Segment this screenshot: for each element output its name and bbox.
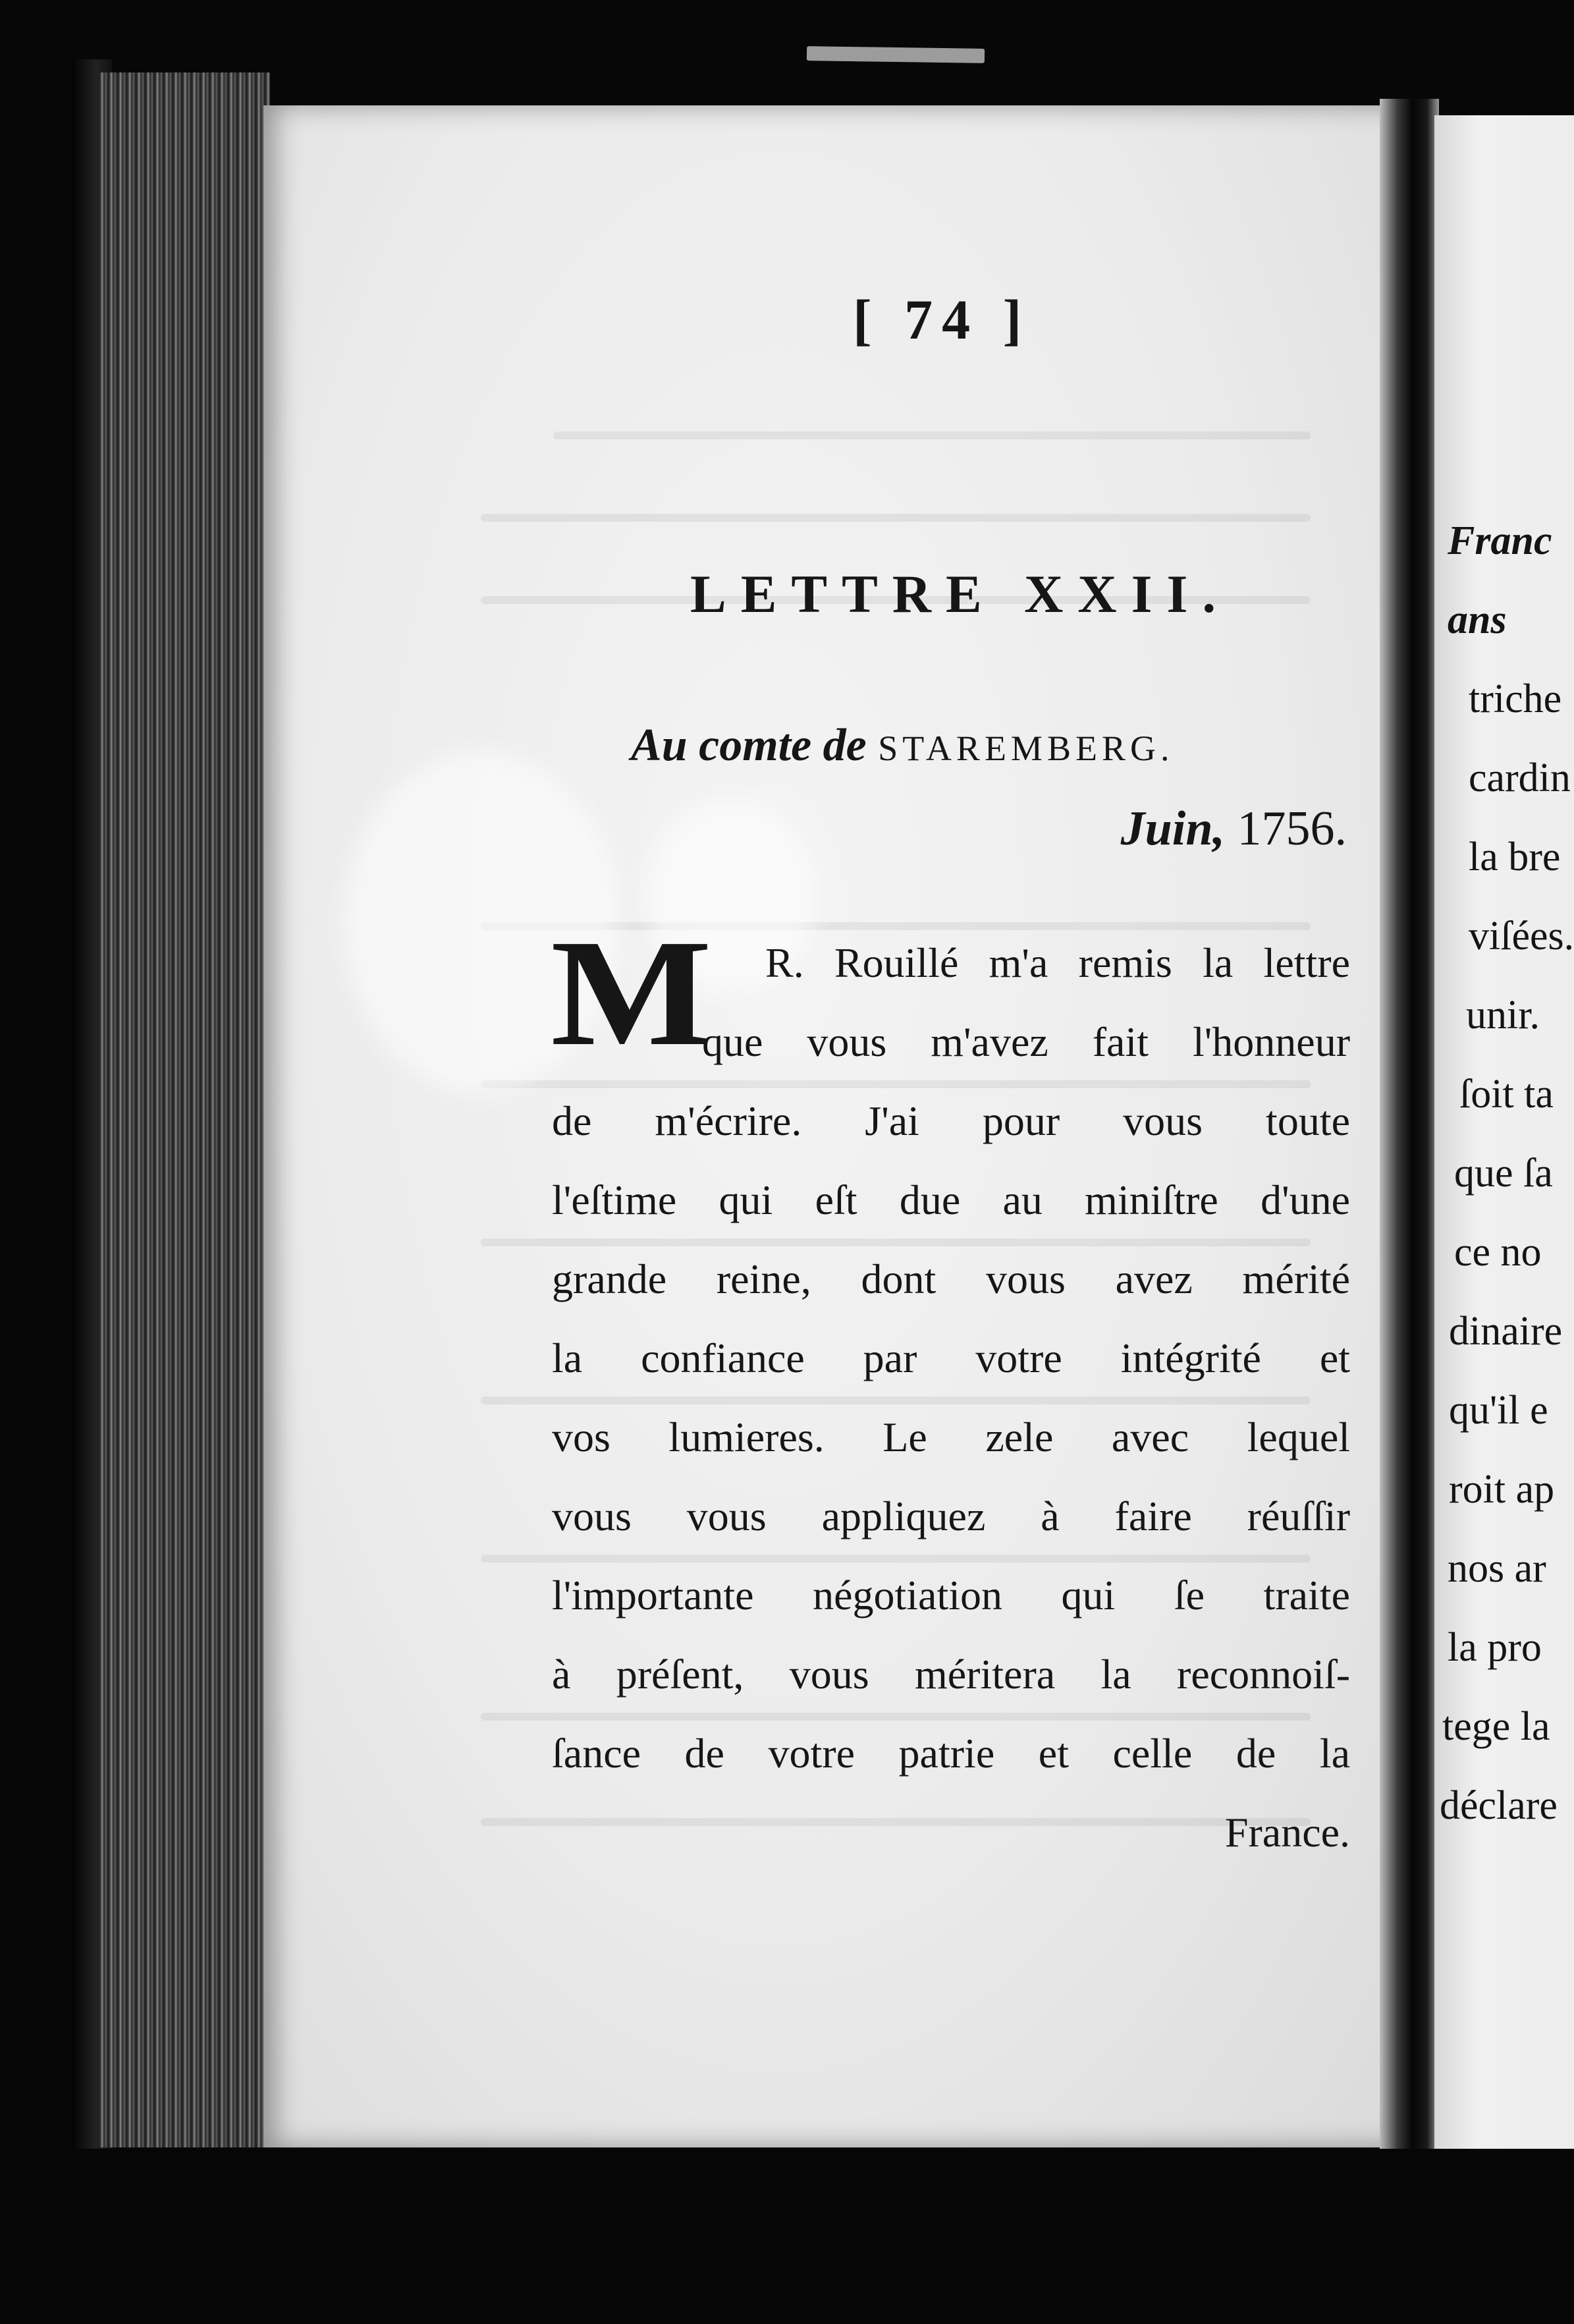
right-page-line: Franc bbox=[1448, 518, 1552, 563]
right-page-line: viſées. bbox=[1469, 914, 1574, 958]
right-page-line: qu'il e bbox=[1449, 1388, 1548, 1433]
addressee-line bbox=[631, 719, 1174, 772]
right-page bbox=[1434, 115, 1574, 2154]
top-clip bbox=[807, 46, 985, 63]
right-page-line: cardin bbox=[1469, 756, 1571, 800]
addressee-prefix: Au comte de bbox=[631, 720, 867, 771]
right-page-line: tege la bbox=[1442, 1704, 1550, 1749]
body-line-last: France. bbox=[1224, 1809, 1350, 1856]
body-line: l'importante négotiation qui ſe traite bbox=[552, 1572, 1350, 1618]
date-line bbox=[1121, 801, 1347, 857]
addressee-name: STAREMBERG. bbox=[878, 729, 1174, 768]
body-line: que vous m'avez fait l'honneur bbox=[702, 1018, 1350, 1065]
right-page-line: que ſa bbox=[1454, 1151, 1553, 1196]
body-line: grande reine, dont vous avez mérité bbox=[552, 1256, 1350, 1302]
right-page-line: déclare bbox=[1440, 1783, 1558, 1828]
right-page-line: la bre bbox=[1469, 835, 1561, 879]
right-page-line: la pro bbox=[1448, 1625, 1542, 1670]
body-line: de m'écrire. J'ai pour vous toute bbox=[552, 1097, 1350, 1144]
right-page-line: unir. bbox=[1466, 993, 1540, 1038]
body-line: à préſent, vous méritera la reconnoiſ- bbox=[552, 1651, 1350, 1698]
page-number: [ 74 ] bbox=[853, 288, 1031, 351]
body-line: la confiance par votre intégrité et bbox=[552, 1335, 1350, 1381]
body-line: vous vous appliquez à faire réuſſir bbox=[552, 1493, 1350, 1539]
right-page-line: roit ap bbox=[1449, 1467, 1555, 1512]
page-edges bbox=[99, 72, 270, 2147]
body-line: vos lumieres. Le zele avec lequel bbox=[552, 1414, 1350, 1460]
body-line: R. Rouillé m'a remis la lettre bbox=[765, 939, 1350, 986]
right-page-line: triche bbox=[1469, 677, 1562, 721]
right-page-line: nos ar bbox=[1448, 1546, 1546, 1591]
right-page-line: dinaire bbox=[1449, 1309, 1563, 1354]
drop-cap: M bbox=[551, 908, 713, 1078]
right-page-line: ſoit ta bbox=[1459, 1072, 1554, 1117]
body-line: l'eſtime qui eſt due au miniſtre d'une bbox=[552, 1176, 1350, 1223]
date-month: Juin, bbox=[1120, 802, 1225, 856]
body-line: ſance de votre patrie et celle de la bbox=[552, 1730, 1350, 1777]
scan-background-bottom bbox=[0, 2149, 1574, 2324]
book-gutter bbox=[1380, 99, 1439, 2161]
letter-heading: LETTRE XXII. bbox=[690, 564, 1230, 624]
right-page-line: ce no bbox=[1454, 1230, 1542, 1275]
date-year: 1756. bbox=[1237, 802, 1347, 856]
right-page-line: ans bbox=[1448, 597, 1507, 642]
